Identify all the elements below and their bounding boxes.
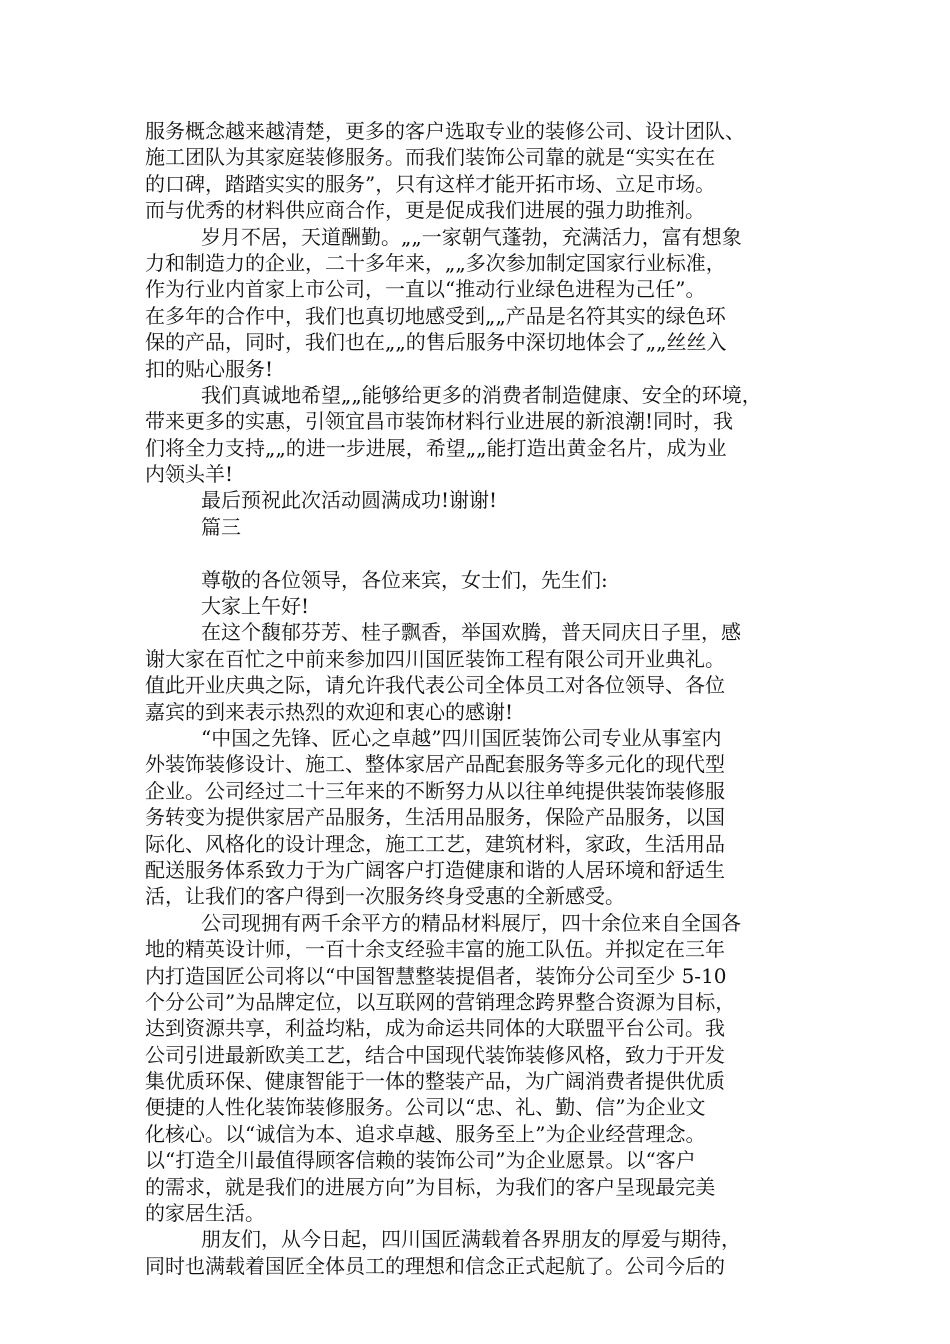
text-line: 务转变为提供家居产品服务，生活用品服务，保险产品服务，以国 [145,805,725,830]
paragraph-first-line: 最后预祝此次活动圆满成功!谢谢! [201,488,498,513]
text-line: 企业。公司经过二十三年来的不断努力从以往单纯提供装饰装修服 [145,778,725,803]
text-line: 谢大家在百忙之中前来参加四川国匠装饰工程有限公司开业典礼。 [145,646,725,671]
text-line: 内领头羊! [145,462,234,487]
text-line: 集优质环保、健康智能于一体的整装产品，为广阔消费者提供优质 [145,1069,725,1094]
text-line: 力和制造力的企业，二十多年来，„„多次参加制定国家行业标准， [145,250,726,275]
blank-line [145,540,825,566]
paragraph-first-line: 朋友们，从今日起，四川国匠满载着各界朋友的厚爱与期待， [201,1227,741,1252]
paragraph-first-line: 在这个馥郁芬芳、桂子飘香，举国欢腾，普天同庆日子里，感 [201,620,741,645]
text-line: 地的精英设计师，一百十余支经验丰富的施工队伍。并拟定在三年 [145,937,725,962]
paragraph-first-line: 我们真诚地希望„„能够给更多的消费者制造健康、安全的环境， [201,382,762,407]
text-line: 服务概念越来越清楚，更多的客户选取专业的装修公司、设计团队、 [145,119,745,143]
text-line: 带来更多的实惠，引领宜昌市装饰材料行业进展的新浪潮!同时，我 [145,409,734,434]
text-line: 施工团队为其家庭装修服务。而我们装饰公司靠的就是“实实在在 [145,145,716,170]
text-line: 同时也满载着国匠全体员工的理想和信念正式起航了。公司今后的 [145,1253,725,1278]
text-line: 便捷的人性化装饰装修服务。公司以“忠、礼、勤、信”为企业文 [145,1095,706,1120]
text-line: 个分公司”为品牌定位，以互联网的营销理念跨界整合资源为目标， [145,989,736,1014]
paragraph-first-line: 岁月不居，天道酬勤。„„一家朝气蓬勃，充满活力，富有想象 [201,224,742,249]
text-line: 化核心。以“诚信为本、追求卓越、服务至上”为企业经营理念。 [145,1121,706,1146]
text-line: 际化、风格化的设计理念，施工工艺，建筑材料，家政，生活用品 [145,831,725,856]
text-line: 嘉宾的到来表示热烈的欢迎和衷心的感谢! [145,699,514,724]
text-line: 达到资源共享，利益均粘，成为命运共同体的大联盟平台公司。我 [145,1016,725,1041]
text-line: 在多年的合作中，我们也真切地感受到„„产品是名符其实的绿色环 [145,303,726,328]
text-line: 值此开业庆典之际，请允许我代表公司全体员工对各位领导、各位 [145,673,725,698]
text-line: 而与优秀的材料供应商合作，更是促成我们进展的强力助推剂。 [145,198,705,223]
document-body [145,118,825,1279]
paragraph-first-line: “中国之先锋、匠心之卓越”四川国匠装饰公司专业从事室内 [201,725,722,750]
text-line: 的家居生活。 [145,1201,265,1226]
text-line: 作为行业内首家上市公司，一直以“推动行业绿色进程为己任”。 [145,277,706,302]
text-line: 配送服务体系致力于为广阔客户打造健康和谐的人居环境和舒适生 [145,857,725,882]
text-line: 公司引进最新欧美工艺，结合中国现代装饰装修风格，致力于开发 [145,1042,725,1067]
salutation: 尊敬的各位领导，各位来宾，女士们，先生们: [201,567,608,592]
paragraph-first-line: 公司现拥有两千余平方的精品材料展厅，四十余位来自全国各 [201,910,741,935]
text-line: 的口碑，踏踏实实的服务”，只有这样才能开拓市场、立足市场。 [145,171,716,196]
text-line: 内打造国匠公司将以“中国智慧整装提倡者，装饰分公司至少 5-10 [145,963,727,988]
text-line: 们将全力支持„„的进一步进展，希望„„能打造出黄金名片，成为业 [145,435,727,460]
text-line: 外装饰装修设计、施工、整体家居产品配套服务等多元化的现代型 [145,752,725,777]
greeting: 大家上午好! [201,594,310,619]
text-line: 保的产品，同时，我们也在„„的售后服务中深切地体会了„„丝丝入 [145,330,727,355]
text-line: 活，让我们的客户得到一次服务终身受惠的全新感受。 [145,884,625,909]
section-heading: 篇三 [201,514,241,539]
text-line: 以“打造全川最值得顾客信赖的装饰公司”为企业愿景。以“客户 [145,1148,696,1173]
text-line: 扣的贴心服务! [145,356,274,381]
text-line: 的需求，就是我们的进展方向”为目标，为我们的客户呈现最完美 [145,1174,716,1199]
